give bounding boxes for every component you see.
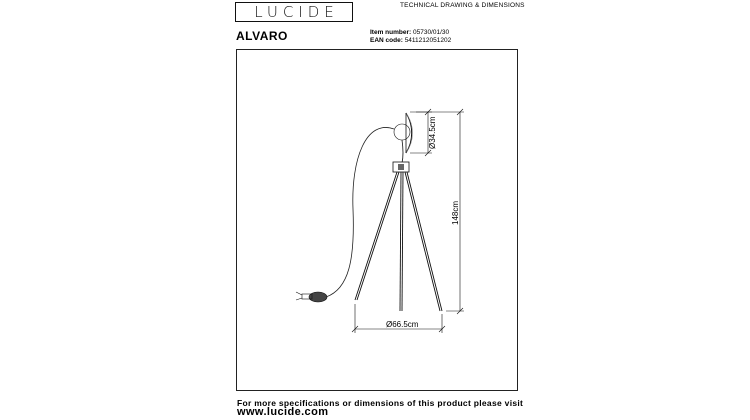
website-link[interactable]: www.lucide.com: [237, 406, 329, 418]
dim-shade-label: Ø34.5cm: [428, 116, 437, 149]
product-name: ALVARO: [236, 29, 288, 43]
tagline: TECHNICAL DRAWING & DIMENSIONS: [400, 2, 525, 9]
item-number-value: 05730/01/30: [412, 29, 450, 36]
ean-value: 5411212051202: [404, 37, 452, 44]
dim-height-label: 148cm: [451, 200, 460, 225]
ean-label: EAN code:: [370, 37, 403, 44]
plug-icon: [296, 292, 327, 302]
lucide-logo: [235, 2, 353, 22]
logo-text: LUCIDE: [254, 3, 339, 21]
dim-base-label: Ø66.5cm: [386, 320, 419, 329]
footer-note: For more specifications or dimensions of this product please visit: [237, 398, 524, 408]
item-number-label: Item number:: [370, 29, 412, 36]
lamp-shade: [406, 113, 412, 153]
tripod-legs: [355, 172, 442, 311]
item-number-row: [370, 29, 449, 36]
technical-drawing: [236, 49, 518, 391]
ean-row: [370, 37, 451, 44]
